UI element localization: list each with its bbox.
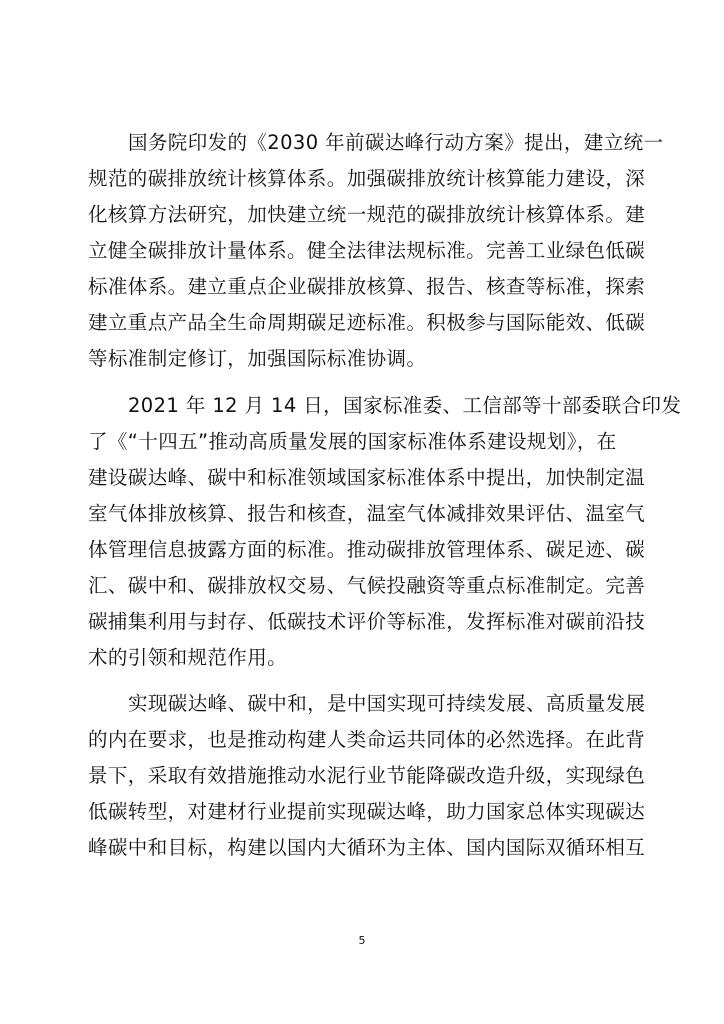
text-line: 了《“十四五”推动高质量发展的国家标准体系建设规划》，在 — [88, 430, 617, 453]
text-line: 术的引领和规范作用。 — [88, 646, 288, 669]
text-line: 化核算方法研究，加快建立统一规范的碳排放统计核算体系。建 — [88, 203, 646, 226]
text-line: 峰碳中和目标，构建以国内大循环为主体、国内国际双循环相互 — [88, 836, 646, 859]
text-line: 建立重点产品全生命周期碳足迹标准。积极参与国际能效、低碳 — [88, 311, 646, 334]
page-number: 5 — [358, 934, 366, 947]
text-line: 规范的碳排放统计核算体系。加强碳排放统计核算能力建设，深 — [88, 167, 646, 190]
text-line: 等标准制定修订，加强国际标准协调。 — [88, 347, 427, 370]
text-line: 低碳转型，对建材行业提前实现碳达峰，助力国家总体实现碳达 — [88, 800, 646, 823]
text-line: 景下，采取有效措施推动水泥行业节能降碳改造升级，实现绿色 — [88, 764, 646, 787]
text-line: 室气体排放核算、报告和核查，温室气体减排效果评估、温室气 — [88, 502, 646, 525]
text-line: 标准体系。建立重点企业碳排放核算、报告、核查等标准，探索 — [88, 275, 646, 298]
text-line: 汇、碳中和、碳排放权交易、气候投融资等重点标准制定。完善 — [88, 574, 646, 597]
text-line: 的内在要求，也是推动构建人类命运共同体的必然选择。在此背 — [88, 728, 646, 751]
text-line: 实现碳达峰、碳中和，是中国实现可持续发展、高质量发展 — [128, 692, 646, 715]
text-line: 碳捕集利用与封存、低碳技术评价等标准，发挥标准对碳前沿技 — [88, 610, 646, 633]
text-line: 国务院印发的《2030 年前碳达峰行动方案》提出，建立统一 — [128, 131, 664, 154]
text-line: 体管理信息披露方面的标准。推动碳排放管理体系、碳足迹、碳 — [88, 538, 646, 561]
text-line: 立健全碳排放计量体系。健全法律法规标准。完善工业绿色低碳 — [88, 239, 646, 262]
text-line: 建设碳达峰、碳中和标准领域国家标准体系中提出，加快制定温 — [88, 466, 646, 489]
text-line: 2021 年 12 月 14 日，国家标准委、工信部等十部委联合印发 — [128, 394, 682, 417]
